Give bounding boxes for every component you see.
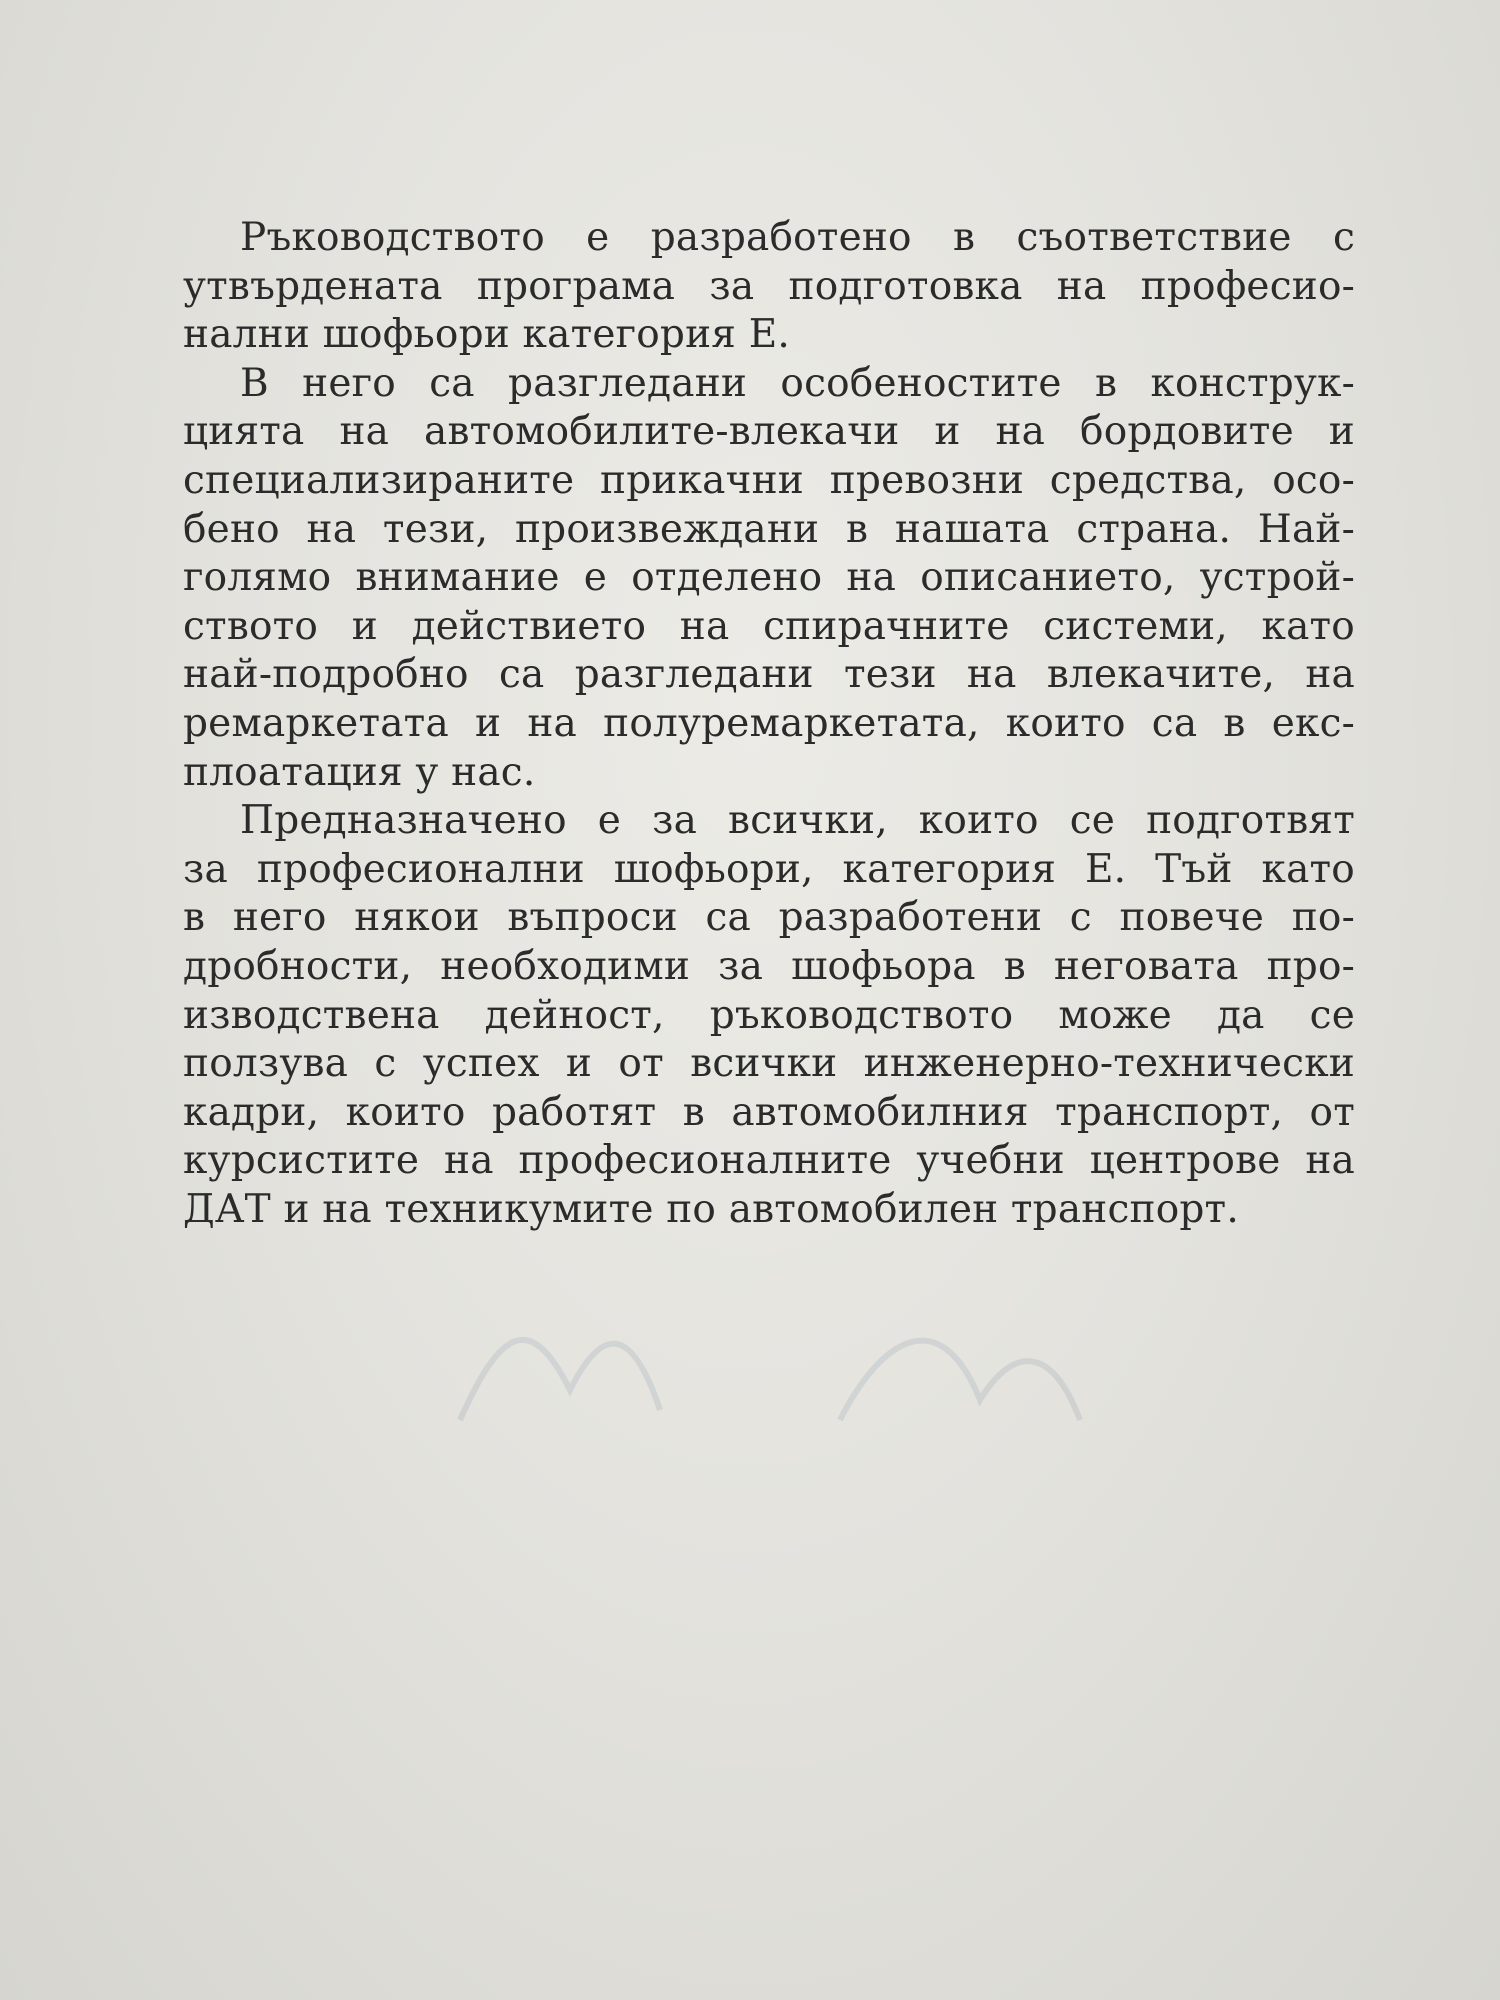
text-line: курсистите на професионалните учебни центрове на [183, 1138, 1355, 1184]
text-line: най-подробно са разгледани тези на влекачите, на [183, 652, 1355, 698]
show-through-illustration [420, 1270, 1120, 1430]
text-line: ДАТ и на техникумите по автомобилен транспорт. [183, 1186, 1239, 1232]
text-line: В него са разгледани особеностите в конструк- [240, 360, 1355, 406]
text-line: дробности, необходими за шофьора в неговата про- [183, 943, 1355, 989]
text-line: нални шофьори категория Е. [183, 312, 790, 358]
text-line: голямо внимание е отделено на описанието, устрой- [183, 555, 1355, 601]
text-line: специализираните прикачни превозни средства, осо- [183, 457, 1355, 503]
text-line: в него някои въпроси са разработени с повече по- [183, 895, 1355, 941]
text-line: утвърдената програма за подготовка на професио- [183, 263, 1355, 309]
text-line: изводствена дейност, ръководството може да се [183, 992, 1355, 1038]
text-line: Предназначено е за всички, които се подготвят [240, 798, 1355, 844]
text-line: кадри, които работят в автомобилния транспорт, от [183, 1089, 1355, 1135]
text-line: ството и действието на спирачните системи, като [183, 603, 1355, 649]
text-line: за професионални шофьори, категория Е. Тъй като [183, 846, 1355, 892]
text-line: бено на тези, произвеждани в нашата страна. Най- [183, 506, 1355, 552]
text-line: Ръководството е разработено в съответствие с [240, 215, 1355, 260]
text-line: ремаркетата и на полуремаркетата, които са в екс- [183, 700, 1355, 746]
text-line: плоатация у нас. [183, 749, 536, 795]
text-line: цията на автомобилите-влекачи и на бордовите и [183, 409, 1355, 455]
preface-text [183, 214, 1355, 1234]
text-line: ползува с успех и от всички инженерно-технически [183, 1041, 1355, 1087]
